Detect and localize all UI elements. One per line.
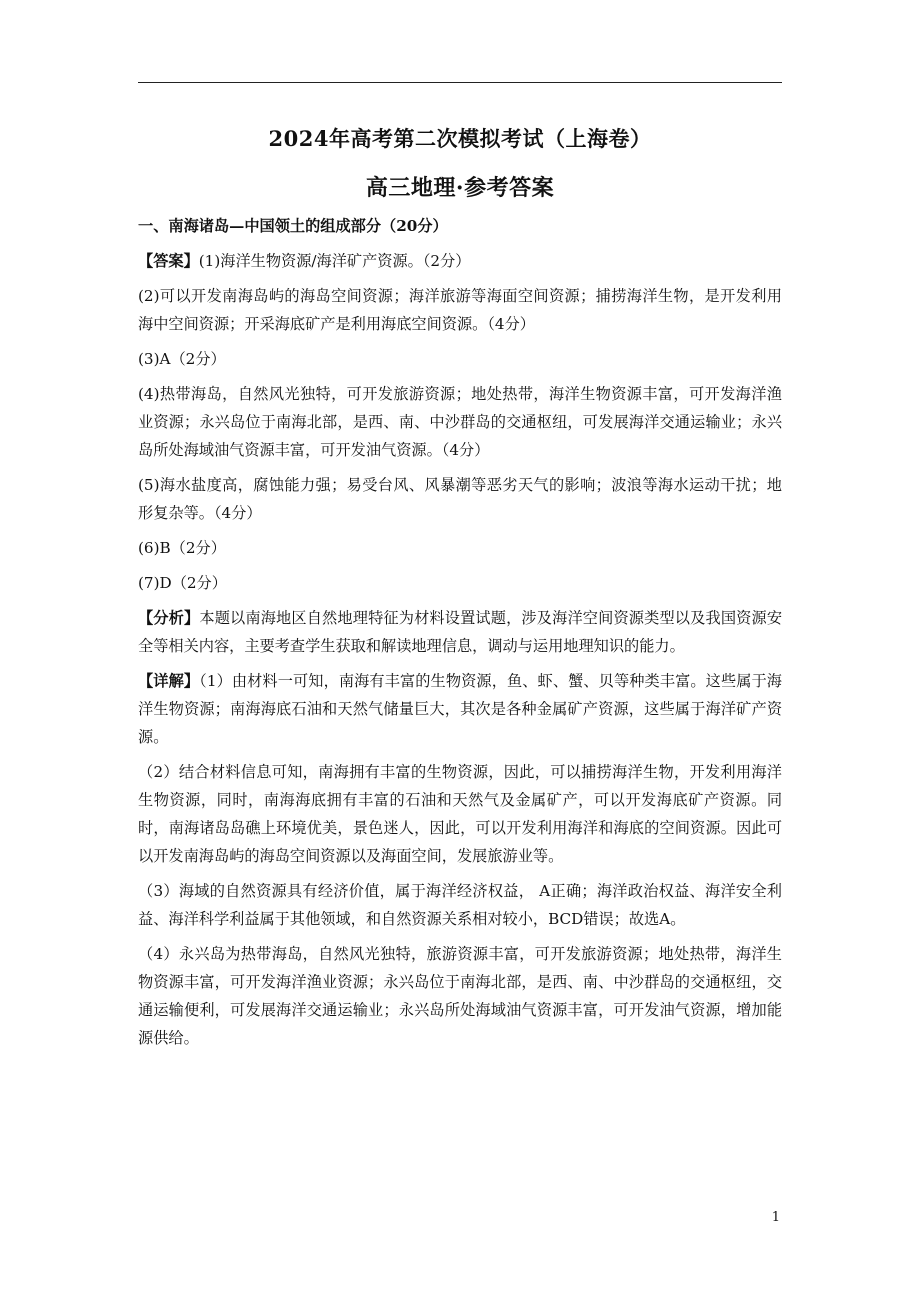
detail-1-text: （1）由材料一可知，南海有丰富的生物资源，鱼、虾、蟹、贝等种类丰富。这些属于海洋生物资源；南海海底石油和天然气储量巨大，其次是各种金属矿产资源，这些属于海洋矿产资源。 [138,672,782,746]
section-heading: 一、南海诸岛—中国领土的组成部分（20分） [138,217,448,235]
answer-1-text: (1)海洋生物资源/海洋矿产资源。（2分） [198,252,471,270]
page-number: 1 [771,1210,780,1225]
page-subtitle: 高三地理·参考答案 [365,175,555,201]
detail-label: 【详解】 [138,672,200,690]
detail-4: （4）永兴岛为热带海岛，自然风光独特，旅游资源丰富，可开发旅游资源；地处热带，海洋生物资源丰富，可开发海洋渔业资源；永兴岛位于南海北部，是西、南、中沙群岛的交通枢纽，交通运输便利，可发展海洋交通运输业；永兴岛所处海域油气资源丰富，可开发油气资源，增加能源供给。 [138,945,782,1047]
answer-6: (6)B（2分） [138,539,226,557]
document-body [138,212,782,1059]
detail-1 [138,667,782,751]
answer-label: 【答案】 [138,252,199,270]
answer-1 [138,247,782,275]
answer-2: (2)可以开发南海岛屿的海岛空间资源；海洋旅游等海面空间资源；捕捞海洋生物，是开发利用海中空间资源；开采海底矿产是利用海底空间资源。（4分） [138,287,782,333]
analysis-text: 本题以南海地区自然地理特征为材料设置试题，涉及海洋空间资源类型以及我国资源安全等相关内容，主要考查学生获取和解读地理信息，调动与运用地理知识的能力。 [138,609,783,655]
answer-7: (7)D（2分） [138,574,227,592]
answer-3: (3)A（2分） [138,350,226,368]
header-rule [138,82,782,83]
detail-3: （3）海域的自然资源具有经济价值，属于海洋经济权益， A正确；海洋政治权益、海洋安全利益、海洋科学利益属于其他领域，和自然资源关系相对较小，BCD错误；故选A。 [138,882,782,928]
answer-5: (5)海水盐度高，腐蚀能力强；易受台风、风暴潮等恶劣天气的影响；波浪等海水运动干扰；地形复杂等。（4分） [138,476,782,522]
page-title: 2024年高考第二次模拟考试（上海卷） [268,126,652,151]
analysis-paragraph [138,604,782,660]
detail-2: （2）结合材料信息可知，南海拥有丰富的生物资源，因此，可以捕捞海洋生物，开发利用海洋生物资源，同时，南海海底拥有丰富的石油和天然气及金属矿产，可以开发海底矿产资源。同时，南海诸岛岛礁上环境优美，景色迷人，因此，可以开发利用海洋和海底的空间资源。因此可以开发南海岛屿的海岛空间资源以及海面空间，发展旅游业等。 [138,763,782,865]
answer-4: (4)热带海岛，自然风光独特，可开发旅游资源；地处热带，海洋生物资源丰富，可开发海洋渔业资源；永兴岛位于南海北部，是西、南、中沙群岛的交通枢纽，可发展海洋交通运输业；永兴岛所处海域油气资源丰富，可开发油气资源。（4分） [138,385,782,459]
analysis-label: 【分析】 [138,609,200,627]
